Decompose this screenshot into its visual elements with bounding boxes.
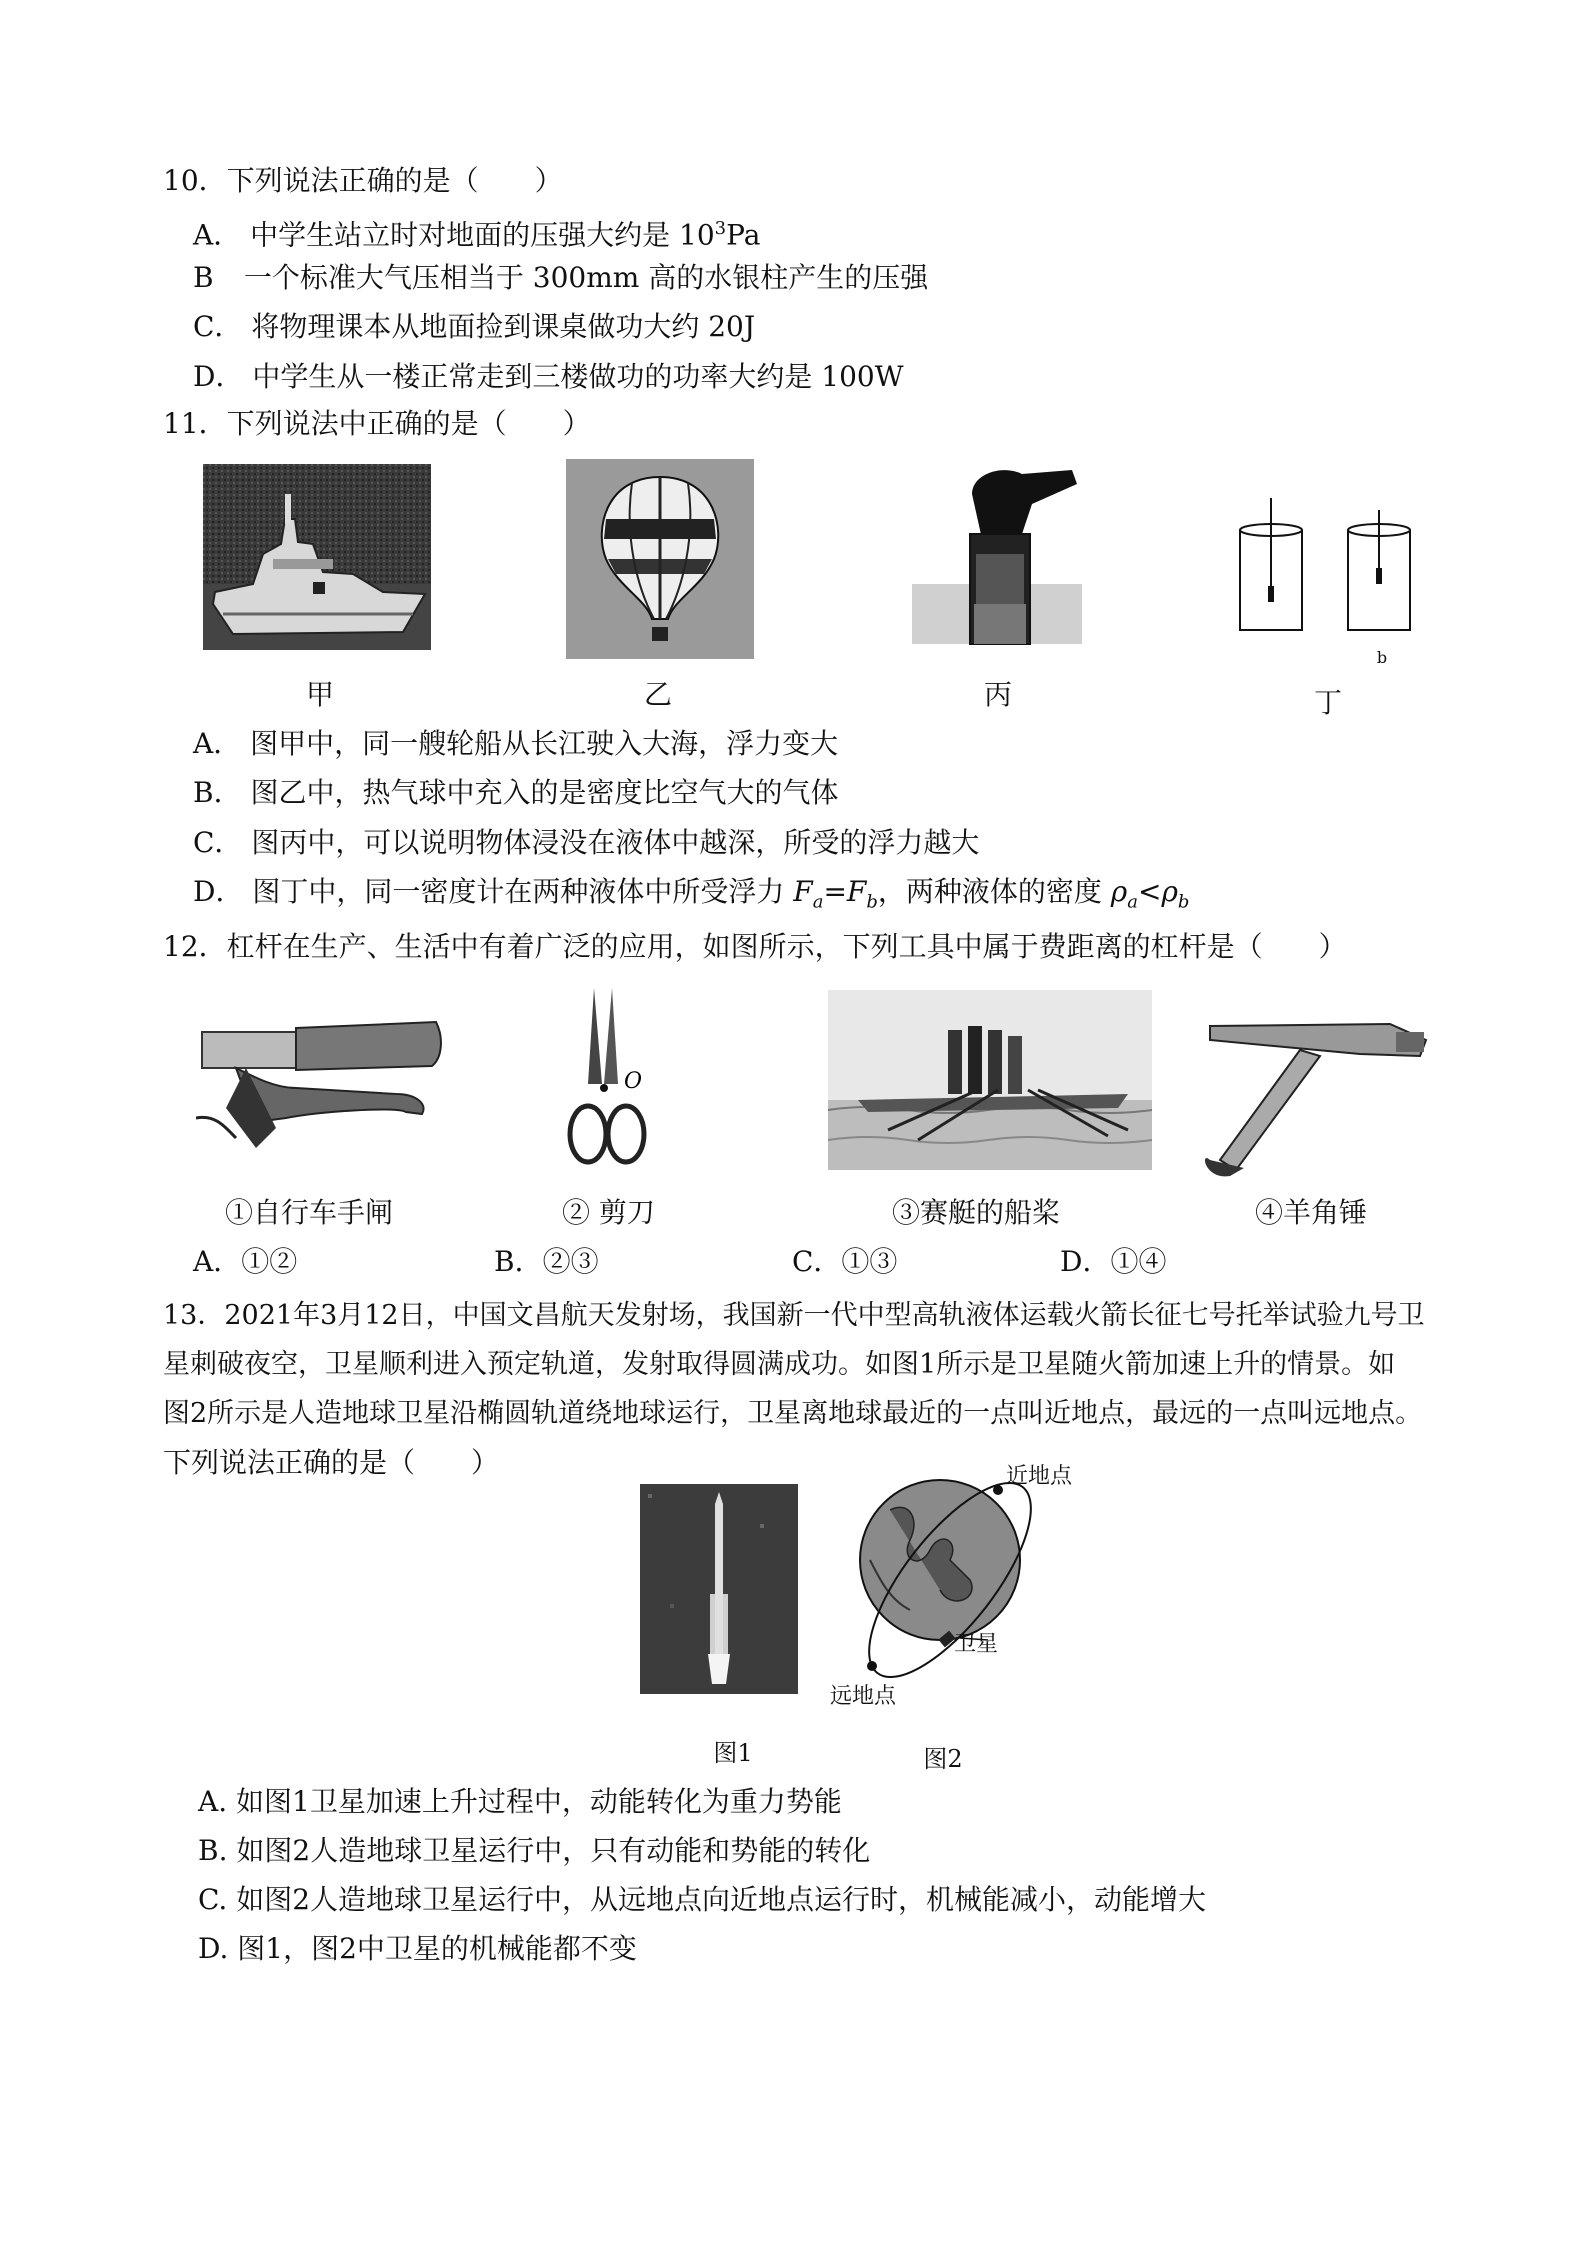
exponent: 3: [714, 218, 727, 239]
figure-caption-yi: 乙: [643, 678, 672, 711]
option-text: 如图1卫星加速上升过程中，动能转化为重力势能: [236, 1785, 842, 1818]
option-text: 中学生从一楼正常走到三楼做功的功率大约是 100W: [252, 360, 904, 393]
question-12-stem: 12．杠杆在生产、生活中有着广泛的应用，如图所示，下列工具中属于费距离的杠杆是（ ）: [163, 930, 1347, 963]
option-text: 如图2人造地球卫星运行中，只有动能和势能的转化: [236, 1834, 871, 1867]
hydrometer-beakers-figure: [1230, 490, 1430, 650]
force-symbol: F: [793, 875, 813, 908]
equals-sign: =: [823, 875, 847, 908]
question-13-stem-line3: 图2所示是人造地球卫星沿椭圆轨道绕地球运行，卫星离地球最近的一点叫近地点，最远的一点叫远地点。: [163, 1398, 1423, 1429]
option-label: D．: [193, 360, 244, 393]
q12-option-a[interactable]: A．①②: [193, 1245, 298, 1278]
q13-option-a[interactable]: [198, 1784, 842, 1820]
figure-caption-fig1: 图1: [713, 1739, 753, 1767]
balloon-photo: [566, 459, 754, 659]
bike-brake-figure: [196, 1018, 446, 1168]
option-text: 一个标准大气压相当于 300mm 高的水银柱产生的压强: [243, 261, 929, 294]
option-text-cont: ，两种液体的密度: [877, 875, 1111, 908]
option-label: A．: [193, 727, 242, 760]
orbit-label-satellite: 卫星: [954, 1632, 999, 1657]
svg-text:O: O: [624, 1069, 643, 1094]
option-text: 图甲中，同一艘轮船从长江驶入大海，浮力变大: [250, 727, 839, 760]
question-13-stem-line4: 下列说法正确的是（ ）: [163, 1446, 500, 1479]
tool-caption-claw-hammer: ④羊角锤: [1255, 1196, 1368, 1229]
claw-hammer-figure: [1190, 1010, 1430, 1180]
option-text: 图乙中，热气球中充入的是密度比空气大的气体: [250, 776, 839, 809]
question-13-stem-line2: 星刺破夜空，卫星顺利进入预定轨道，发射取得圆满成功。如图1所示是卫星随火箭加速上升的情景。如: [163, 1349, 1396, 1380]
q10-option-d[interactable]: [193, 359, 904, 395]
option-text: 图1，图2中卫星的机械能都不变: [237, 1932, 637, 1965]
unit: Pa: [726, 218, 761, 252]
question-11-stem: 11．下列说法中正确的是（ ）: [163, 407, 591, 440]
subscript: b: [1177, 891, 1190, 913]
q10-option-c[interactable]: [193, 309, 755, 345]
option-text: 中学生站立时对地面的压强大约是 10: [250, 218, 715, 252]
subscript: a: [812, 891, 824, 913]
rocket-launch-photo: [640, 1484, 798, 1694]
q10-option-a[interactable]: [193, 211, 760, 253]
subscript: a: [1127, 891, 1138, 913]
q13-option-d[interactable]: [198, 1931, 637, 1967]
figure-caption-ding: 丁: [1313, 686, 1342, 719]
question-13-stem-line1: 13．2021年3月12日，中国文昌航天发射场，我国新一代中型高轨液体运载火箭长征七号托举试验九号卫: [163, 1300, 1425, 1331]
immersion-photo: [912, 464, 1082, 664]
q12-option-b[interactable]: B．②③: [494, 1245, 599, 1278]
satellite-orbit-figure: [820, 1460, 1110, 1710]
tool-caption-rowing-oar: ③赛艇的船桨: [892, 1196, 1061, 1229]
rowing-boat-photo: [828, 990, 1152, 1170]
option-label: C．: [193, 826, 243, 859]
option-label: B．: [193, 776, 242, 809]
option-label: C．: [193, 310, 243, 343]
q11-option-a[interactable]: [193, 726, 838, 762]
figure-caption-jia: 甲: [305, 678, 334, 711]
force-symbol: F: [846, 875, 867, 908]
option-label: B.: [198, 1834, 228, 1867]
tool-caption-scissors: ② 剪刀: [562, 1196, 655, 1229]
option-label: D．: [193, 875, 244, 908]
q12-option-c[interactable]: C．①③: [792, 1245, 898, 1278]
option-text: 如图2人造地球卫星运行中，从远地点向近地点运行时，机械能减小，动能增大: [236, 1883, 1207, 1916]
density-symbol: ρ: [1110, 875, 1128, 908]
option-label: D.: [198, 1932, 229, 1965]
density-symbol: ρ: [1161, 875, 1178, 908]
scissors-figure: [548, 984, 668, 1174]
option-label: A．: [193, 218, 242, 252]
option-label: B: [193, 261, 214, 294]
option-text: 图丙中，可以说明物体浸没在液体中越深，所受的浮力越大: [251, 826, 980, 859]
figure-caption-bing: 丙: [983, 678, 1012, 711]
less-than-sign: <: [1137, 875, 1162, 908]
q13-option-c[interactable]: [198, 1882, 1206, 1918]
orbit-label-apogee: 远地点: [830, 1684, 897, 1709]
option-label: C.: [198, 1883, 228, 1916]
beaker-mark: b: [1376, 648, 1388, 667]
q10-option-b[interactable]: [193, 260, 928, 296]
orbit-label-perigee: 近地点: [1006, 1464, 1073, 1489]
q11-option-c[interactable]: [193, 825, 979, 861]
figure-caption-fig2: 图2: [923, 1745, 963, 1773]
q13-option-b[interactable]: [198, 1833, 870, 1869]
q11-option-d[interactable]: [193, 874, 1189, 921]
q11-option-b[interactable]: [193, 775, 839, 811]
tool-caption-bike-brake: ①自行车手闸: [225, 1196, 394, 1229]
question-10-stem: 10．下列说法正确的是（ ）: [163, 164, 563, 197]
option-text: 将物理课本从地面捡到课桌做功大约 20J: [251, 310, 756, 343]
ship-photo: [203, 464, 431, 650]
option-label: A.: [198, 1785, 228, 1818]
subscript: b: [866, 891, 878, 913]
q12-option-d[interactable]: D．①④: [1060, 1245, 1167, 1278]
option-text: 图丁中，同一密度计在两种液体中所受浮力: [252, 875, 794, 908]
